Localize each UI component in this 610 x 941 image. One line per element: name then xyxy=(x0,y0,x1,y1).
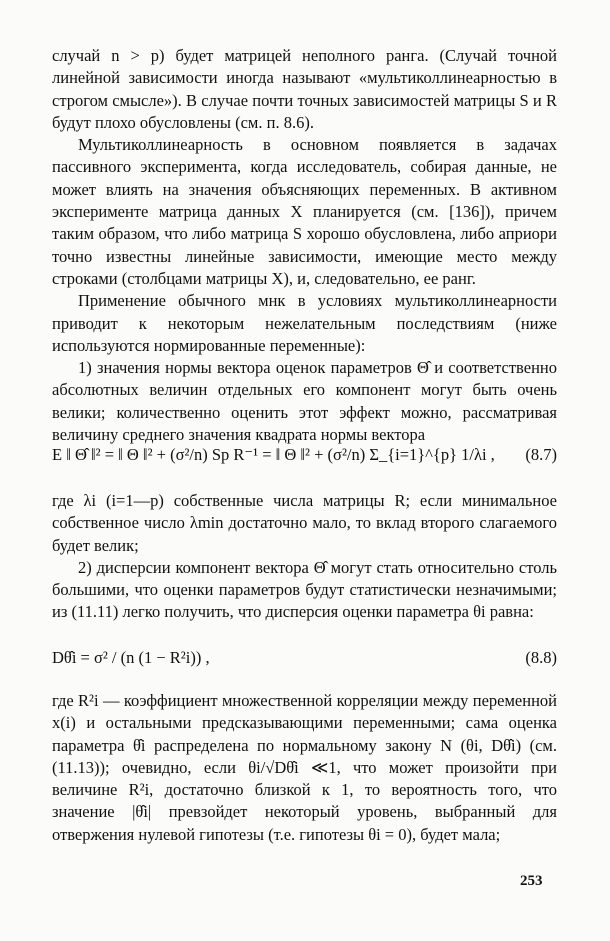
paragraph-2: Мультиколлинеарность в основном появляется в задачах пассивного эксперимента, когда исследователь, собирая данные, не может влиять на значения объясняющих переменных. В активном эксперименте матрица данных X планируется (см. [136]), причем таким образом, что либо матрица S хорошо обусловлена, либо априори точно известны линейные зависимости, имеющие место между строками (столбцами матрицы X), и, следовательно, ее ранг. xyxy=(52,135,557,288)
equation-8-8-number: (8.8) xyxy=(525,648,557,667)
paragraph-6: 2) дисперсии компонент вектора Θ̂ могут стать относительно столь большими, что оценки параметров будут статистически незначимыми; из (11.11) легко получить, что дисперсия оценки параметра θi равна: xyxy=(52,557,557,622)
text-block-middle xyxy=(52,490,557,624)
paragraph-3: Применение обычного мнк в условиях мультиколлинеарности приводит к некоторым нежелательным последствиям (ниже используются нормированные переменные): xyxy=(52,291,557,355)
equation-8-8 xyxy=(52,640,557,680)
paragraph-1: случай n > p) будет матрицей неполного ранга. (Случай точной линейной зависимости иногда называют «мультиколлинеарностью в строгом смысле»). В случае почти точных зависимостей матрицы S и R будут плохо обусловлены (см. п. 8.6). xyxy=(52,46,557,132)
equation-8-7 xyxy=(52,425,557,495)
text-block-top xyxy=(52,45,557,446)
paragraph-4: 1) значения нормы вектора оценок параметров Θ̂ и соответственно абсолютных величин отдельных его компонент могут быть очень велики; количественно оценить этот эффект можно, рассматривая величину среднего значения квадрата нормы вектора xyxy=(52,358,557,445)
equation-8-7-body: E ‖ Θ̂ ‖² = ‖ Θ ‖² + (σ²/n) Sp R⁻¹ = ‖ Θ ‖² + (σ²/n) Σ_{i=1}^{p} 1/λi , xyxy=(52,445,495,464)
equation-8-8-body: Dθ̂i = σ² / (n (1 − R²i)) , xyxy=(52,648,210,667)
paragraph-5: где λi (i=1—p) собственные числа матрицы R; если минимальное собственное число λmin достаточно мало, то вклад второго слагаемого будет велик; xyxy=(52,491,557,555)
text-block-bottom xyxy=(52,690,557,846)
page-number: 253 xyxy=(520,873,543,889)
paragraph-7: где R²i — коэффициент множественной корреляции между переменной x(i) и остальными предсказывающими переменными; сама оценка параметра θ̂i распределена по нормальному закону N (θi, Dθ̂i) (см. (11.13)); очевидно, если θi/√Dθ̂i ≪1, что может произойти при величине R²i, достаточно близкой к 1, то вероятность того, что значение |θ̂i| превзойдет некоторый уровень, выбранный для отвержения нулевой гипотезы (т.е. гипотезы θi = 0), будет мала; xyxy=(52,691,557,844)
equation-8-7-number: (8.7) xyxy=(525,445,557,464)
